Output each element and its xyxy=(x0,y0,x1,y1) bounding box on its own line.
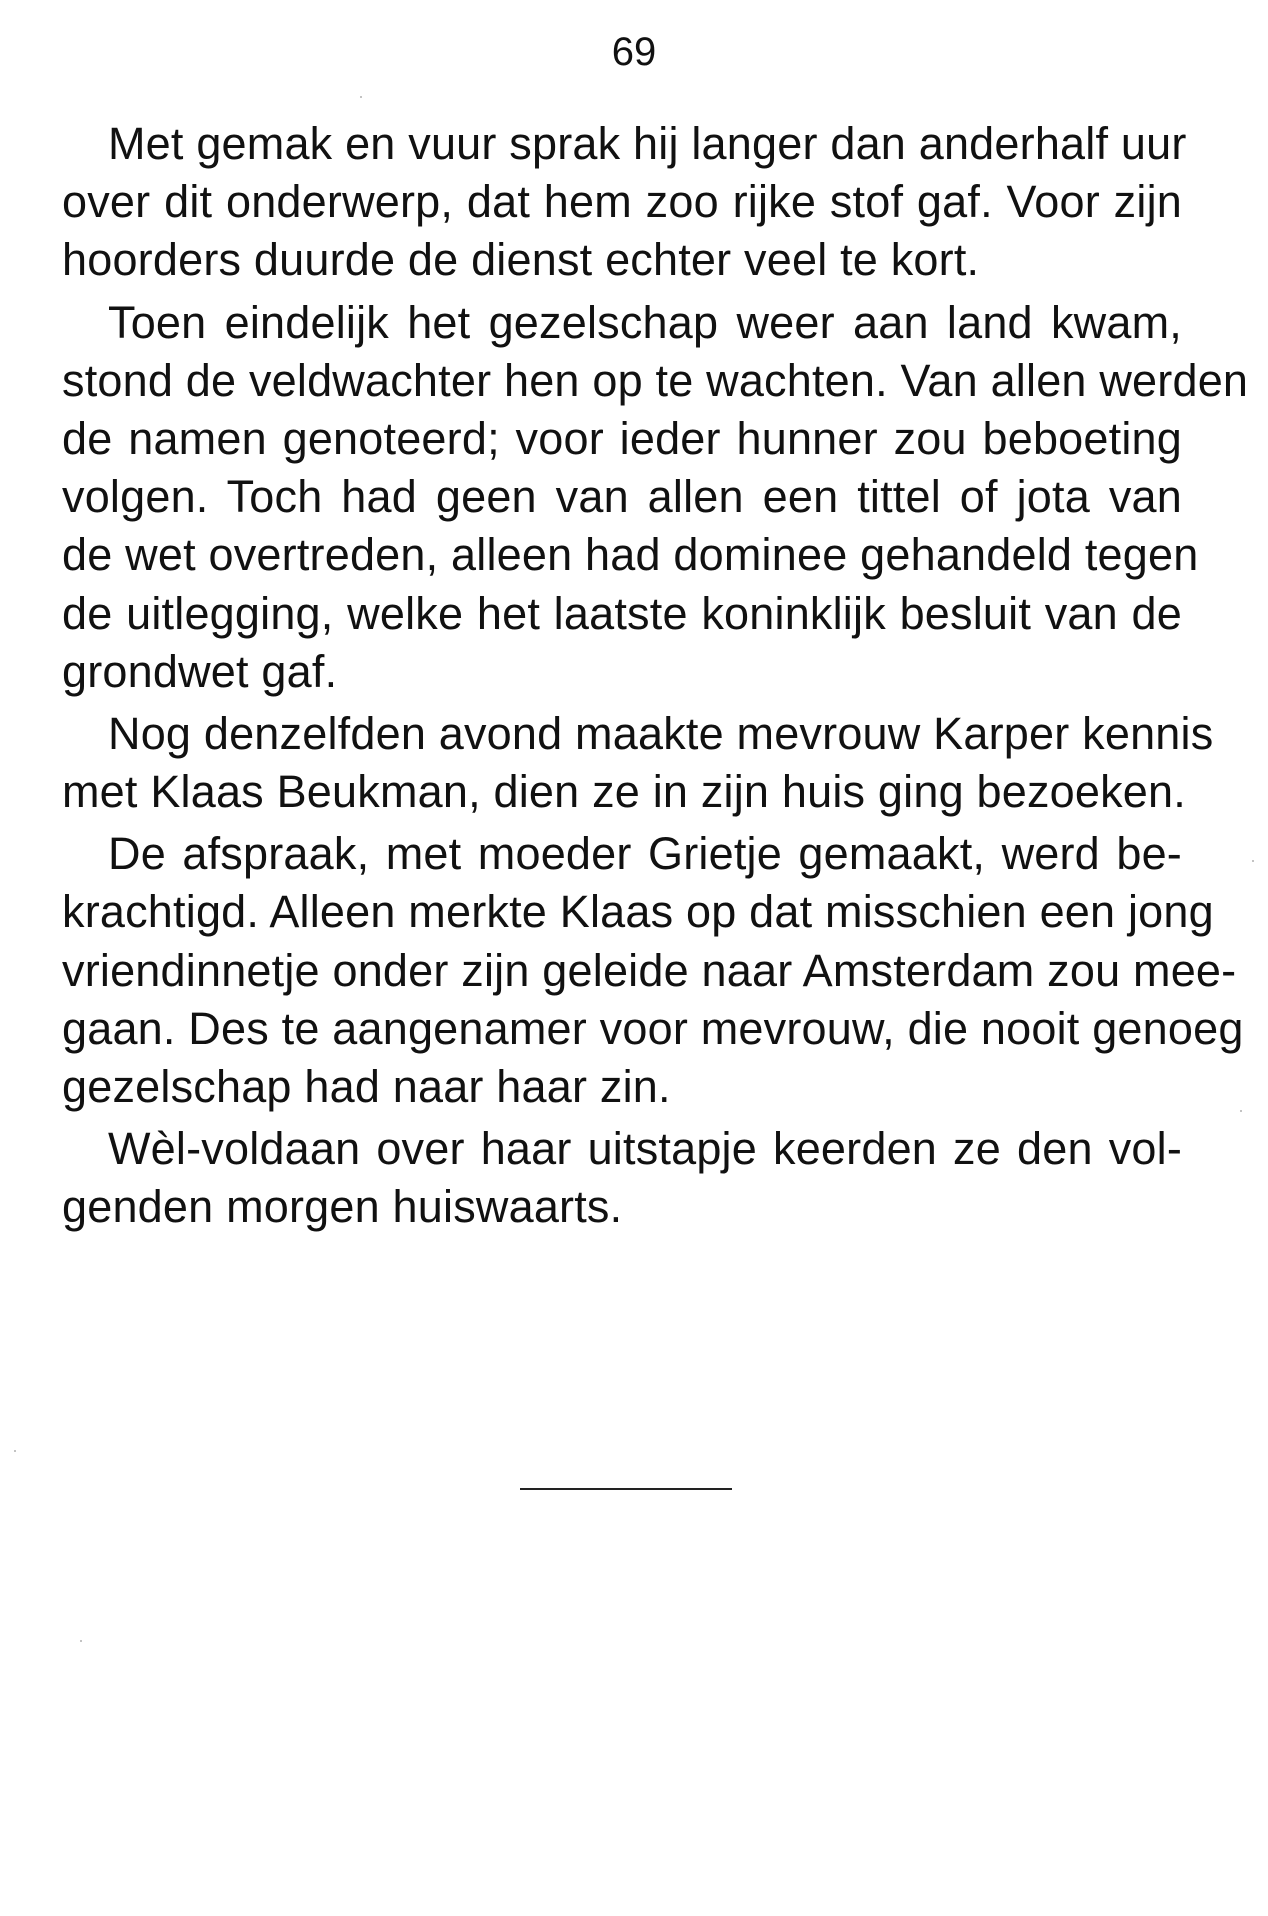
paragraph-2 xyxy=(62,294,1249,701)
text-line: De afspraak, met moeder Grietje gemaakt, werd be- xyxy=(108,828,1182,880)
text-line: Met gemak en vuur sprak hij langer dan anderhalf uur xyxy=(108,118,1187,169)
text-line: hoorders duurde de dienst echter veel te kort. xyxy=(62,234,980,286)
scan-speck xyxy=(1240,1110,1242,1112)
scan-speck xyxy=(80,1640,82,1642)
text-line: vriendinnetje onder zijn geleide naar Amsterdam zou mee- xyxy=(62,944,1237,996)
scan-speck xyxy=(360,96,362,98)
scan-speck xyxy=(14,1450,16,1452)
text-line: Wèl-voldaan over haar uitstapje keerden ze den vol- xyxy=(108,1123,1182,1175)
text-line: over dit onderwerp, dat hem zoo rijke stof gaf. Voor zijn xyxy=(62,176,1182,228)
text-line: de wet overtreden, alleen had dominee gehandeld tegen xyxy=(62,529,1199,581)
text-line: gezelschap had naar haar zin. xyxy=(62,1061,671,1112)
paragraph-5 xyxy=(62,1120,1182,1236)
text-line: volgen. Toch had geen van allen een tittel of jota van xyxy=(62,471,1182,523)
text-line: de namen genoteerd; voor ieder hunner zou beboeting xyxy=(62,412,1182,464)
text-line: stond de veldwachter hen op te wachten. Van allen werden xyxy=(62,354,1249,406)
text-line: Nog denzelfden avond maakte mevrouw Karper kennis xyxy=(108,707,1214,759)
paragraph-4 xyxy=(62,825,1244,1116)
section-end-rule xyxy=(520,1488,732,1490)
paragraph-3 xyxy=(62,705,1214,821)
text-line: met Klaas Beukman, dien ze in zijn huis ging bezoeken. xyxy=(62,766,1186,818)
page-number: 69 xyxy=(611,30,657,74)
scan-speck xyxy=(1252,860,1254,862)
text-line: de uitlegging, welke het laatste koninklijk besluit van de xyxy=(62,587,1182,639)
text-line: krachtigd. Alleen merkte Klaas op dat misschien een jong xyxy=(62,886,1214,938)
text-line: genden morgen huiswaarts. xyxy=(62,1181,623,1233)
paragraph-1 xyxy=(62,115,1187,290)
text-line: gaan. Des te aangenamer voor mevrouw, die nooit genoeg xyxy=(62,1002,1244,1054)
body-text xyxy=(62,115,1249,1237)
text-line: Toen eindelijk het gezelschap weer aan land kwam, xyxy=(108,296,1182,348)
text-line: grondwet gaf. xyxy=(62,645,338,697)
